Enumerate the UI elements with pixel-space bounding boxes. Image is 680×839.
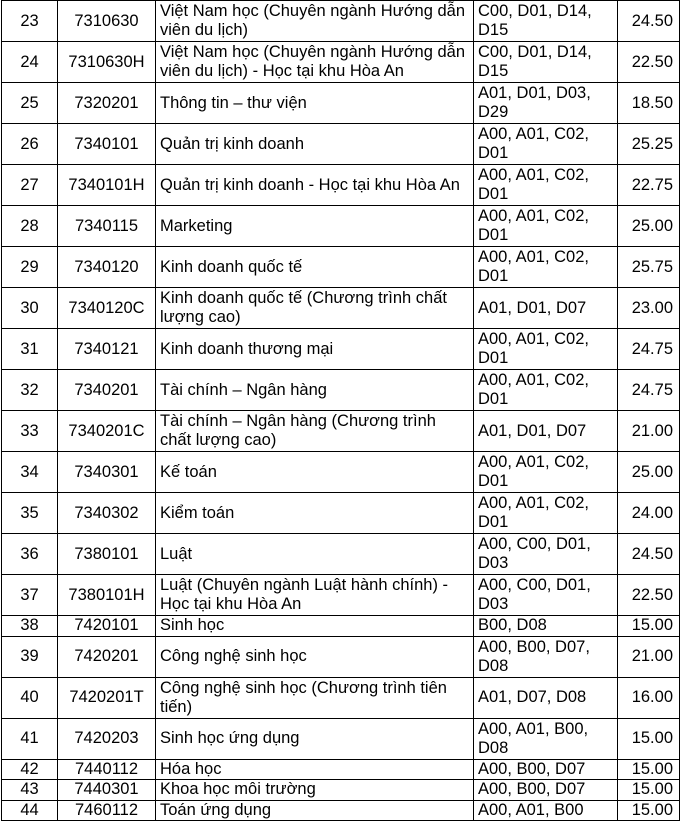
cell-major-name: Sinh học — [156, 616, 474, 637]
cell-admission-score: 16.00 — [618, 677, 680, 718]
cell-stt: 23 — [2, 1, 58, 42]
cell-stt: 32 — [2, 370, 58, 411]
cell-subject-combinations: A00, A01, B00, D08 — [474, 718, 618, 759]
cell-major-code: 7310630H — [58, 42, 156, 83]
cell-subject-combinations: A00, A01, B00 — [474, 800, 618, 821]
table-row — [2, 677, 680, 718]
cell-admission-score: 25.00 — [618, 452, 680, 493]
cell-stt: 35 — [2, 493, 58, 534]
cell-admission-score: 24.00 — [618, 493, 680, 534]
cell-major-name: Quản trị kinh doanh — [156, 124, 474, 165]
table-row — [2, 411, 680, 452]
cell-major-code: 7340302 — [58, 493, 156, 534]
cell-major-name: Toán ứng dụng — [156, 800, 474, 821]
cell-admission-score: 15.00 — [618, 800, 680, 821]
cell-stt: 38 — [2, 616, 58, 637]
cell-subject-combinations: A00, A01, C02, D01 — [474, 206, 618, 247]
cell-major-name: Marketing — [156, 206, 474, 247]
table-row — [2, 124, 680, 165]
cell-stt: 27 — [2, 165, 58, 206]
cell-stt: 24 — [2, 42, 58, 83]
table-row — [2, 636, 680, 677]
cell-admission-score: 15.00 — [618, 759, 680, 780]
cell-major-code: 7380101 — [58, 534, 156, 575]
cell-major-code: 7340115 — [58, 206, 156, 247]
table-row — [2, 329, 680, 370]
cell-stt: 29 — [2, 247, 58, 288]
cell-major-code: 7340101 — [58, 124, 156, 165]
cell-subject-combinations: A00, A01, C02, D01 — [474, 493, 618, 534]
table-row — [2, 759, 680, 780]
cell-stt: 37 — [2, 575, 58, 616]
cell-major-code: 7340201 — [58, 370, 156, 411]
cell-major-code: 7340120 — [58, 247, 156, 288]
cell-stt: 36 — [2, 534, 58, 575]
cell-major-code: 7320201 — [58, 83, 156, 124]
table-row — [2, 616, 680, 637]
table-row — [2, 370, 680, 411]
cell-subject-combinations: A00, B00, D07 — [474, 780, 618, 801]
cell-stt: 28 — [2, 206, 58, 247]
table-row — [2, 247, 680, 288]
cell-admission-score: 15.00 — [618, 718, 680, 759]
table-row — [2, 165, 680, 206]
table-row — [2, 206, 680, 247]
cell-admission-score: 22.75 — [618, 165, 680, 206]
cell-subject-combinations: A01, D01, D07 — [474, 411, 618, 452]
cell-subject-combinations: A00, A01, C02, D01 — [474, 329, 618, 370]
cell-subject-combinations: A00, B00, D07 — [474, 759, 618, 780]
cell-subject-combinations: A01, D01, D03, D29 — [474, 83, 618, 124]
cell-major-name: Thông tin – thư viện — [156, 83, 474, 124]
cell-admission-score: 25.75 — [618, 247, 680, 288]
cell-major-name: Quản trị kinh doanh - Học tại khu Hòa An — [156, 165, 474, 206]
cell-major-code: 7340201C — [58, 411, 156, 452]
table-row — [2, 780, 680, 801]
cell-major-code: 7420201T — [58, 677, 156, 718]
cell-major-code: 7340101H — [58, 165, 156, 206]
table-row — [2, 575, 680, 616]
cell-major-name: Kế toán — [156, 452, 474, 493]
cell-major-code: 7340301 — [58, 452, 156, 493]
cell-subject-combinations: C00, D01, D14, D15 — [474, 42, 618, 83]
cell-admission-score: 22.50 — [618, 42, 680, 83]
cell-admission-score: 24.50 — [618, 1, 680, 42]
cell-stt: 40 — [2, 677, 58, 718]
cell-admission-score: 21.00 — [618, 411, 680, 452]
cell-major-code: 7420203 — [58, 718, 156, 759]
cell-admission-score: 23.00 — [618, 288, 680, 329]
table-body — [2, 1, 680, 821]
table-row — [2, 42, 680, 83]
cell-admission-score: 21.00 — [618, 636, 680, 677]
cell-major-name: Công nghệ sinh học — [156, 636, 474, 677]
cell-stt: 44 — [2, 800, 58, 821]
cell-subject-combinations: A00, A01, C02, D01 — [474, 370, 618, 411]
cell-subject-combinations: A01, D01, D07 — [474, 288, 618, 329]
cell-major-name: Công nghệ sinh học (Chương trình tiên tiến) — [156, 677, 474, 718]
table-row — [2, 83, 680, 124]
cell-major-name: Tài chính – Ngân hàng — [156, 370, 474, 411]
table-row — [2, 800, 680, 821]
cell-stt: 39 — [2, 636, 58, 677]
cell-major-name: Sinh học ứng dụng — [156, 718, 474, 759]
cell-major-code: 7440112 — [58, 759, 156, 780]
cell-admission-score: 24.75 — [618, 329, 680, 370]
cell-subject-combinations: A00, C00, D01, D03 — [474, 534, 618, 575]
cell-admission-score: 15.00 — [618, 616, 680, 637]
cell-admission-score: 24.50 — [618, 534, 680, 575]
cell-subject-combinations: A00, C00, D01, D03 — [474, 575, 618, 616]
cell-admission-score: 15.00 — [618, 780, 680, 801]
cell-major-code: 7460112 — [58, 800, 156, 821]
cell-major-code: 7420101 — [58, 616, 156, 637]
cell-major-name: Luật — [156, 534, 474, 575]
cell-major-name: Khoa học môi trường — [156, 780, 474, 801]
cell-subject-combinations: A00, B00, D07, D08 — [474, 636, 618, 677]
table-row — [2, 534, 680, 575]
cell-major-name: Việt Nam học (Chuyên ngành Hướng dẫn viên du lịch) - Học tại khu Hòa An — [156, 42, 474, 83]
table-row — [2, 1, 680, 42]
cell-major-code: 7340121 — [58, 329, 156, 370]
cell-subject-combinations: A00, A01, C02, D01 — [474, 247, 618, 288]
table-row — [2, 288, 680, 329]
cell-stt: 42 — [2, 759, 58, 780]
cell-admission-score: 24.75 — [618, 370, 680, 411]
cell-subject-combinations: B00, D08 — [474, 616, 618, 637]
cell-stt: 34 — [2, 452, 58, 493]
cell-stt: 43 — [2, 780, 58, 801]
cell-major-name: Kinh doanh quốc tế (Chương trình chất lượng cao) — [156, 288, 474, 329]
cell-major-code: 7440301 — [58, 780, 156, 801]
cell-admission-score: 18.50 — [618, 83, 680, 124]
cell-major-code: 7420201 — [58, 636, 156, 677]
cell-stt: 26 — [2, 124, 58, 165]
cell-subject-combinations: C00, D01, D14, D15 — [474, 1, 618, 42]
cell-stt: 25 — [2, 83, 58, 124]
cell-major-name: Kiểm toán — [156, 493, 474, 534]
cell-major-code: 7340120C — [58, 288, 156, 329]
cell-major-name: Luật (Chuyên ngành Luật hành chính) - Học tại khu Hòa An — [156, 575, 474, 616]
cell-admission-score: 22.50 — [618, 575, 680, 616]
cell-admission-score: 25.25 — [618, 124, 680, 165]
table-row — [2, 493, 680, 534]
cell-subject-combinations: A01, D07, D08 — [474, 677, 618, 718]
cell-subject-combinations: A00, A01, C02, D01 — [474, 452, 618, 493]
cell-major-name: Kinh doanh quốc tế — [156, 247, 474, 288]
cell-stt: 33 — [2, 411, 58, 452]
cell-major-name: Tài chính – Ngân hàng (Chương trình chất lượng cao) — [156, 411, 474, 452]
cell-major-name: Hóa học — [156, 759, 474, 780]
cell-stt: 31 — [2, 329, 58, 370]
table-row — [2, 718, 680, 759]
cell-major-code: 7380101H — [58, 575, 156, 616]
cell-subject-combinations: A00, A01, C02, D01 — [474, 124, 618, 165]
cell-stt: 30 — [2, 288, 58, 329]
cell-subject-combinations: A00, A01, C02, D01 — [474, 165, 618, 206]
cell-stt: 41 — [2, 718, 58, 759]
cell-admission-score: 25.00 — [618, 206, 680, 247]
cell-major-code: 7310630 — [58, 1, 156, 42]
table-row — [2, 452, 680, 493]
cell-major-name: Việt Nam học (Chuyên ngành Hướng dẫn viên du lịch) — [156, 1, 474, 42]
admission-score-table — [1, 0, 680, 821]
cell-major-name: Kinh doanh thương mại — [156, 329, 474, 370]
